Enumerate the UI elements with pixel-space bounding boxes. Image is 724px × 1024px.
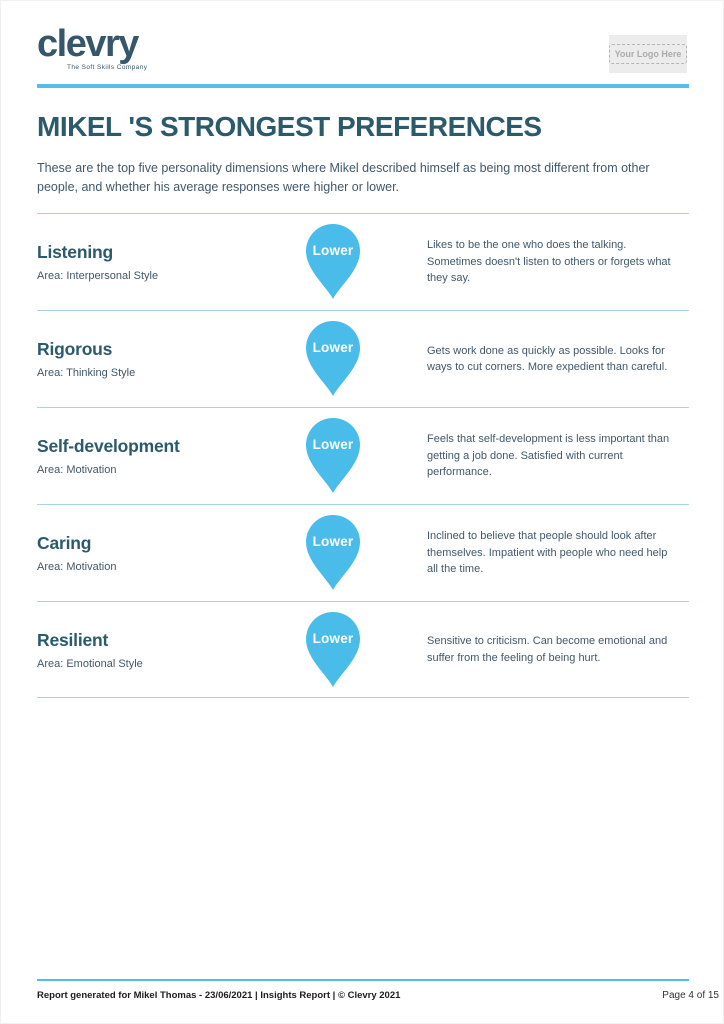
lower-pin-icon: [304, 612, 362, 688]
pin-shape: [304, 224, 362, 300]
preference-info: [37, 339, 275, 379]
clevry-logo-tagline: The Soft Skills Company: [67, 64, 148, 71]
preference-description: Likes to be the one who does the talking. Sometimes doesn't listen to others or forgets what they say.: [427, 239, 671, 285]
pin-shape: [304, 321, 362, 397]
pin-label: Lower: [312, 534, 354, 549]
pin-column: [275, 224, 391, 300]
lower-pin-icon: [304, 224, 362, 300]
preference-area: Area: Thinking Style: [37, 367, 136, 379]
header-divider: [37, 84, 689, 88]
lower-pin-icon: [304, 418, 362, 494]
preference-title: Rigorous: [37, 339, 113, 359]
page-title: MIKEL 'S STRONGEST PREFERENCES: [37, 111, 542, 142]
preference-row-rigorous: [37, 310, 689, 407]
preference-info: [37, 242, 275, 282]
lower-pin-icon: [304, 321, 362, 397]
preference-area: Area: Motivation: [37, 464, 117, 476]
pin-column: [275, 321, 391, 397]
intro-paragraph: These are the top five personality dimensions where Mikel described himself as being most different from other people, and whether his average responses were higher or lower.: [37, 161, 650, 195]
pin-label: Lower: [312, 437, 354, 452]
preference-area: Area: Emotional Style: [37, 657, 143, 670]
pin-shape: [304, 612, 362, 688]
pin-label: Lower: [312, 630, 354, 646]
pin-column: [275, 418, 391, 494]
pin-label: Lower: [312, 243, 354, 258]
logo-placeholder-box: [609, 35, 687, 73]
pin-column: [275, 515, 391, 591]
preference-area: Area: Motivation: [37, 561, 117, 573]
lower-pin-icon: [304, 515, 362, 591]
preference-title: Resilient: [37, 629, 109, 650]
preference-area: Area: Interpersonal Style: [37, 270, 159, 282]
footer-page-indicator: Page 4 of 15: [662, 990, 719, 1001]
preference-description: Inclined to believe that people should look after themselves. Impatient with people who need help all the time.: [427, 530, 668, 576]
logo-placeholder-label: Your Logo Here: [609, 44, 688, 64]
preference-info: [37, 436, 275, 476]
pin-column: [275, 612, 391, 688]
clevry-logo-text: clevry: [37, 23, 138, 65]
preference-title: Listening: [37, 242, 113, 262]
preference-title: Self-development: [37, 436, 180, 456]
preferences-list: [37, 213, 689, 698]
preference-description: Gets work done as quickly as possible. Looks for ways to cut corners. More expedient than careful.: [427, 344, 668, 373]
preference-info: [37, 630, 275, 670]
pin-shape: [304, 418, 362, 494]
preference-description: Feels that self-development is less important than getting a job done. Satisfied with current performance.: [427, 433, 670, 479]
pin-shape: [304, 515, 362, 591]
footer-report-info: Report generated for Mikel Thomas - 23/06/2021 | Insights Report | © Clevry 2021: [37, 990, 401, 1001]
pin-label: Lower: [312, 340, 354, 355]
preference-info: [37, 533, 275, 573]
clevry-logo: [37, 25, 147, 71]
preference-row-listening: [37, 213, 689, 310]
preference-title: Caring: [37, 533, 92, 553]
preference-row-self-development: [37, 407, 689, 504]
footer-divider: [37, 979, 689, 981]
page-header: [37, 25, 687, 75]
preference-row-resilient: [37, 601, 689, 698]
preference-description: Sensitive to criticism. Can become emotional and suffer from the feeling of being hurt.: [427, 635, 668, 664]
preference-row-caring: [37, 504, 689, 601]
